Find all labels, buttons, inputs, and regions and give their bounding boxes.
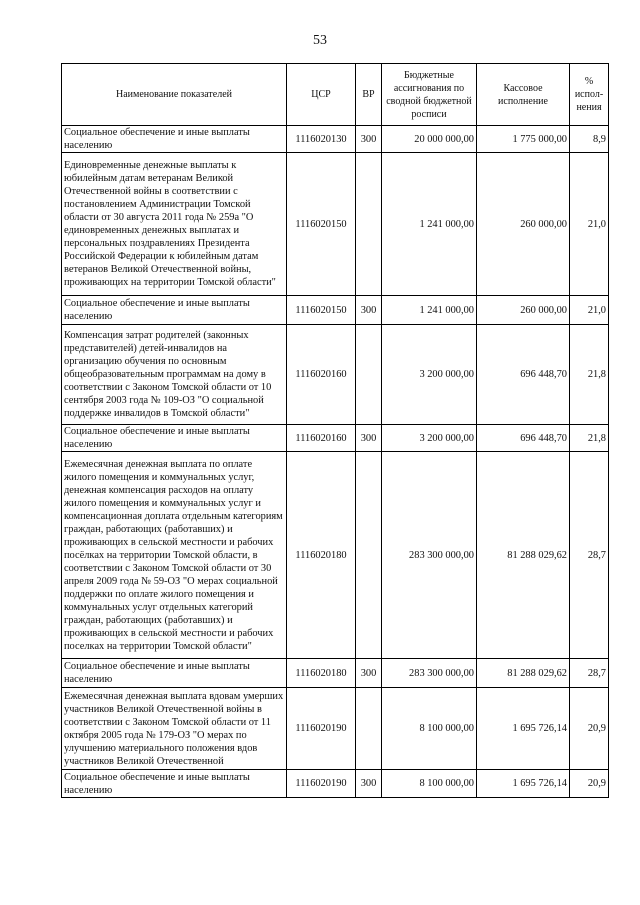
row-name: Социальное обеспечение и иные выплаты населению bbox=[62, 425, 287, 452]
row-csr: 1116020160 bbox=[287, 425, 356, 452]
row-cash: 81 288 029,62 bbox=[477, 452, 570, 659]
row-cash: 1 695 726,14 bbox=[477, 770, 570, 798]
row-cash: 260 000,00 bbox=[477, 296, 570, 325]
row-percent: 20,9 bbox=[570, 770, 609, 798]
table-row bbox=[62, 688, 609, 770]
row-csr: 1116020180 bbox=[287, 452, 356, 659]
row-budget: 283 300 000,00 bbox=[382, 452, 477, 659]
header-name: Наименование показателей bbox=[62, 64, 287, 126]
row-vr: 300 bbox=[356, 659, 382, 688]
row-percent: 21,0 bbox=[570, 153, 609, 296]
row-csr: 1116020160 bbox=[287, 325, 356, 425]
row-cash: 1 695 726,14 bbox=[477, 688, 570, 770]
header-cash: Кассовое исполнение bbox=[477, 64, 570, 126]
row-cash: 696 448,70 bbox=[477, 425, 570, 452]
row-csr: 1116020190 bbox=[287, 770, 356, 798]
row-budget: 1 241 000,00 bbox=[382, 296, 477, 325]
row-vr: 300 bbox=[356, 126, 382, 153]
row-vr bbox=[356, 688, 382, 770]
row-vr: 300 bbox=[356, 425, 382, 452]
row-percent: 21,0 bbox=[570, 296, 609, 325]
row-budget: 283 300 000,00 bbox=[382, 659, 477, 688]
row-vr bbox=[356, 452, 382, 659]
table-row bbox=[62, 296, 609, 325]
table-row bbox=[62, 126, 609, 153]
row-csr: 1116020180 bbox=[287, 659, 356, 688]
row-name: Социальное обеспечение и иные выплаты населению bbox=[62, 659, 287, 688]
table-row bbox=[62, 770, 609, 798]
page-number: 53 bbox=[313, 33, 327, 48]
row-vr bbox=[356, 325, 382, 425]
row-budget: 3 200 000,00 bbox=[382, 325, 477, 425]
row-cash: 696 448,70 bbox=[477, 325, 570, 425]
row-percent: 28,7 bbox=[570, 452, 609, 659]
row-percent: 20,9 bbox=[570, 688, 609, 770]
row-percent: 28,7 bbox=[570, 659, 609, 688]
row-vr: 300 bbox=[356, 296, 382, 325]
row-percent: 21,8 bbox=[570, 325, 609, 425]
table-row bbox=[62, 153, 609, 296]
row-cash: 1 775 000,00 bbox=[477, 126, 570, 153]
row-budget: 3 200 000,00 bbox=[382, 425, 477, 452]
table-row bbox=[62, 452, 609, 659]
row-name: Социальное обеспечение и иные выплаты населению bbox=[62, 296, 287, 325]
row-vr bbox=[356, 153, 382, 296]
row-name: Социальное обеспечение и иные выплаты населению bbox=[62, 770, 287, 798]
table-row bbox=[62, 659, 609, 688]
row-csr: 1116020130 bbox=[287, 126, 356, 153]
header-budget: Бюджетные ассигнования по сводной бюджетной росписи bbox=[382, 64, 477, 126]
row-name: Ежемесячная денежная выплата вдовам умерших участников Великой Отечественной войны в соответствии с Законом Томской области от 11 октября 2005 года № 179-ОЗ "О мерах по улучшению материального положения вдов участников Великой Отечественной bbox=[62, 688, 287, 770]
row-budget: 8 100 000,00 bbox=[382, 770, 477, 798]
row-csr: 1116020150 bbox=[287, 296, 356, 325]
budget-execution-table bbox=[61, 63, 609, 798]
header-csr: ЦСР bbox=[287, 64, 356, 126]
row-cash: 260 000,00 bbox=[477, 153, 570, 296]
row-name: Компенсация затрат родителей (законных представителей) детей-инвалидов на организацию обучения по основным общеобразовательным программам на дому в соответствии с Законом Томской области от 10 сентября 2003 года № 109-ОЗ "О социальной поддержке инвалидов в Томской области" bbox=[62, 325, 287, 425]
table-header-row bbox=[62, 64, 609, 126]
table-row bbox=[62, 425, 609, 452]
row-csr: 1116020190 bbox=[287, 688, 356, 770]
row-name: Социальное обеспечение и иные выплаты населению bbox=[62, 126, 287, 153]
header-vr: ВР bbox=[356, 64, 382, 126]
header-percent: % испол-нения bbox=[570, 64, 609, 126]
row-percent: 8,9 bbox=[570, 126, 609, 153]
row-vr: 300 bbox=[356, 770, 382, 798]
row-budget: 20 000 000,00 bbox=[382, 126, 477, 153]
row-csr: 1116020150 bbox=[287, 153, 356, 296]
row-budget: 1 241 000,00 bbox=[382, 153, 477, 296]
row-budget: 8 100 000,00 bbox=[382, 688, 477, 770]
table-row bbox=[62, 325, 609, 425]
row-percent: 21,8 bbox=[570, 425, 609, 452]
row-name: Единовременные денежные выплаты к юбилейным датам ветеранам Великой Отечественной войны в соответствии с постановлением Администрации Томской области от 30 августа 2011 года № 259а "О единовременных денежных выплатах и персональных поздравлениях Президента Российской Федерации к юбилейным датам ветеранов Великой Отечественной войны, проживающих на территории Томской области" bbox=[62, 153, 287, 296]
row-cash: 81 288 029,62 bbox=[477, 659, 570, 688]
row-name: Ежемесячная денежная выплата по оплате жилого помещения и коммунальных услуг, денежная компенсация расходов на оплату жилого помещения и коммунальных услуг и компенсационная доплата отдельным категориям граждан, работающих (работавших) и проживающих в сельской местности и рабочих посёлках на территории Томской области, в соответствии с Законом Томской области от 30 апреля 2009 года № 59-ОЗ "О мерах социальной поддержки по оплате жилого помещения и коммунальных услуг отдельных категорий граждан, работающих (работавших) и проживающих в сельской местности и рабочих поселках на территории Томской области" bbox=[62, 452, 287, 659]
